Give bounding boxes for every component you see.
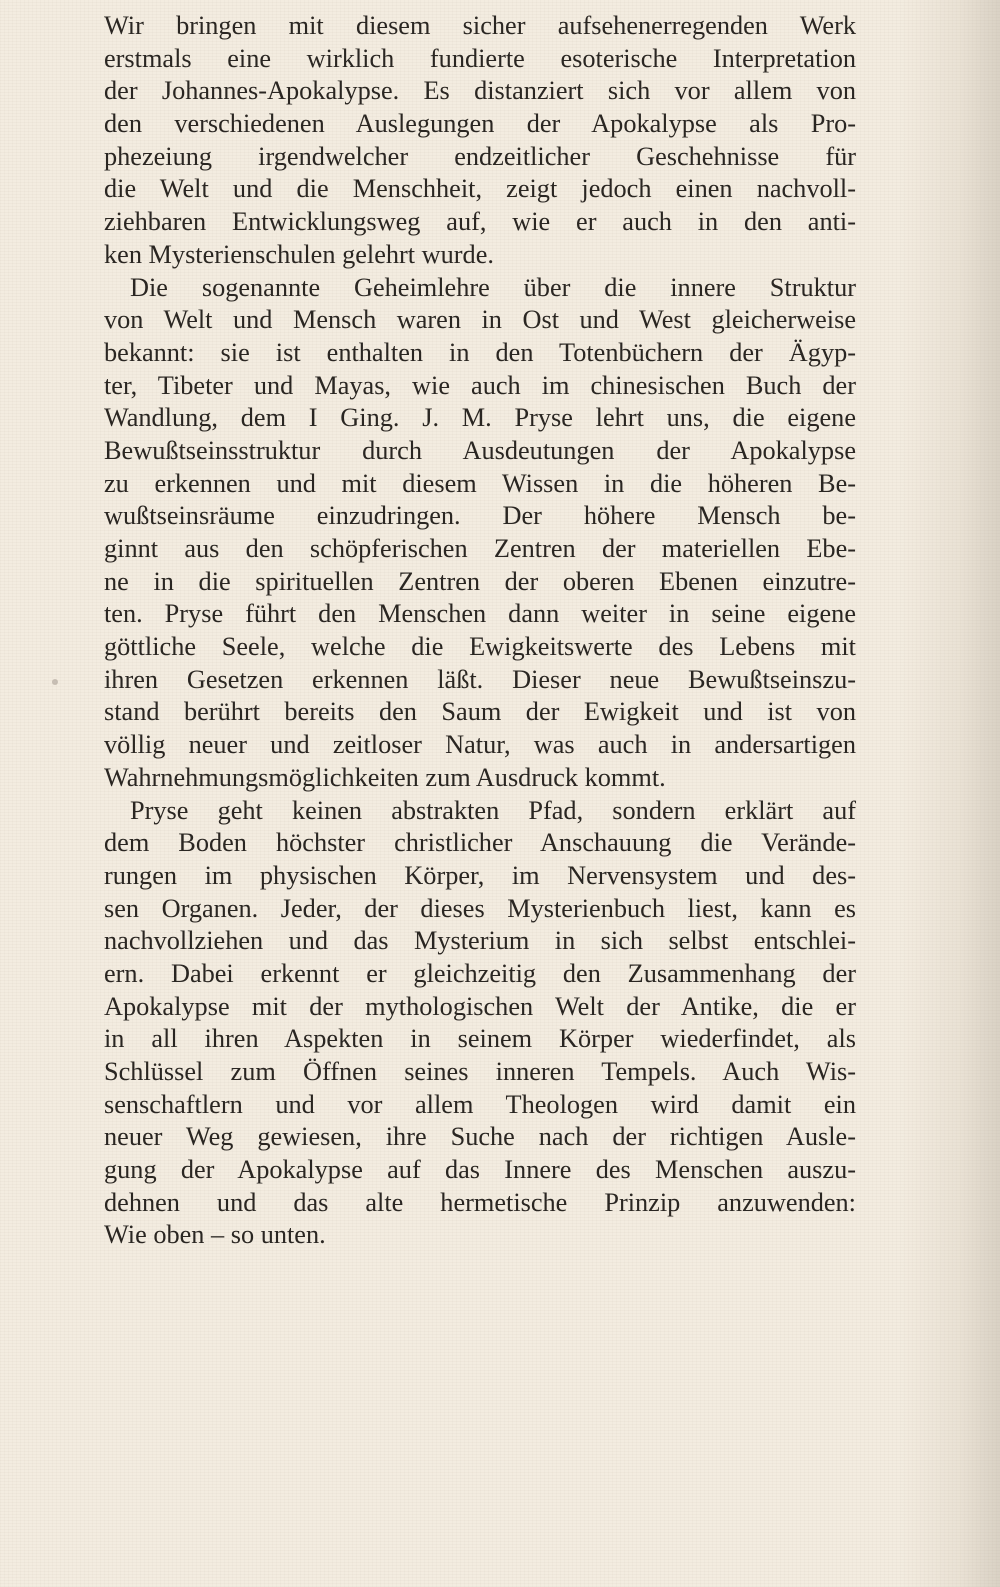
text-line: stand berührt bereits den Saum der Ewigkeit und ist von (104, 697, 856, 727)
text-line: wußtseinsräume einzudringen. Der höhere Mensch be- (104, 501, 856, 531)
text-line: bekannt: sie ist enthalten in den Totenbüchern der Ägyp- (104, 337, 856, 367)
text-line: in all ihren Aspekten in seinem Körper wiederfindet, als (104, 1024, 856, 1054)
text-line: Wir bringen mit diesem sicher aufsehenerregenden Werk (104, 11, 856, 40)
text-line: dem Boden höchster christlicher Anschauung die Verände- (104, 828, 856, 858)
body-text (104, 10, 856, 1252)
text-line: nachvollziehen und das Mysterium in sich selbst entschlei- (104, 926, 856, 956)
text-line: senschaftlern und vor allem Theologen wird damit ein (104, 1089, 856, 1119)
text-line: phezeiung irgendwelcher endzeitlicher Geschehnisse für (104, 141, 856, 171)
text-line: Wahrnehmungsmöglichkeiten zum Ausdruck kommt. (104, 762, 666, 792)
text-line: dehnen und das alte hermetische Prinzip anzuwenden: (104, 1187, 856, 1217)
text-line: ginnt aus den schöpferischen Zentren der materiellen Ebe- (104, 534, 856, 563)
text-line: erstmals eine wirklich fundierte esoterische Interpretation (104, 43, 856, 73)
text-line: sen Organen. Jeder, der dieses Mysterienbuch liest, kann es (104, 893, 856, 923)
text-line: ne in die spirituellen Zentren der oberen Ebenen einzutre- (104, 566, 856, 596)
text-line: die Welt und die Menschheit, zeigt jedoch einen nachvoll- (104, 174, 856, 204)
text-line: den verschiedenen Auslegungen der Apokalypse als Pro- (104, 109, 856, 139)
text-line: Apokalypse mit der mythologischen Welt der Antike, die er (104, 991, 856, 1021)
text-line: ziehbaren Entwicklungsweg auf, wie er auch in den anti- (104, 207, 856, 237)
paragraph-2 (104, 272, 856, 795)
text-line: rungen im physischen Körper, im Nervensystem und des- (104, 860, 856, 890)
text-line: der Johannes-Apokalypse. Es distanziert sich vor allem von (104, 76, 856, 106)
text-line: ken Mysterienschulen gelehrt wurde. (104, 239, 494, 269)
paragraph-3 (104, 795, 856, 1253)
text-line: ern. Dabei erkennt er gleichzeitig den Zusammenhang der (104, 958, 856, 988)
text-line: von Welt und Mensch waren in Ost und West gleicherweise (104, 305, 856, 335)
text-line: göttliche Seele, welche die Ewigkeitswerte des Lebens mit (104, 632, 856, 662)
text-line: ihren Gesetzen erkennen läßt. Dieser neue Bewußtseinszu- (104, 664, 856, 694)
text-line: völlig neuer und zeitloser Natur, was auch in andersartigen (104, 730, 856, 760)
text-line: Wandlung, dem I Ging. J. M. Pryse lehrt uns, die eigene (104, 403, 856, 433)
text-line: ter, Tibeter und Mayas, wie auch im chinesischen Buch der (104, 370, 856, 400)
text-line: gung der Apokalypse auf das Innere des Menschen auszu- (104, 1155, 856, 1185)
text-line: Schlüssel zum Öffnen seines inneren Tempels. Auch Wis- (104, 1057, 856, 1086)
text-line: Wie oben – so unten. (104, 1220, 326, 1250)
text-line: Bewußtseinsstruktur durch Ausdeutungen der Apokalypse (104, 435, 856, 465)
text-line: zu erkennen und mit diesem Wissen in die höheren Be- (104, 468, 856, 498)
paper-speck (52, 679, 58, 685)
text-line: neuer Weg gewiesen, ihre Suche nach der richtigen Ausle- (104, 1122, 856, 1152)
text-line: Die sogenannte Geheimlehre über die innere Struktur (130, 272, 856, 302)
text-line: Pryse geht keinen abstrakten Pfad, sondern erklärt auf (130, 795, 856, 825)
text-line: ten. Pryse führt den Menschen dann weiter in seine eigene (104, 599, 856, 629)
paragraph-1 (104, 10, 856, 272)
